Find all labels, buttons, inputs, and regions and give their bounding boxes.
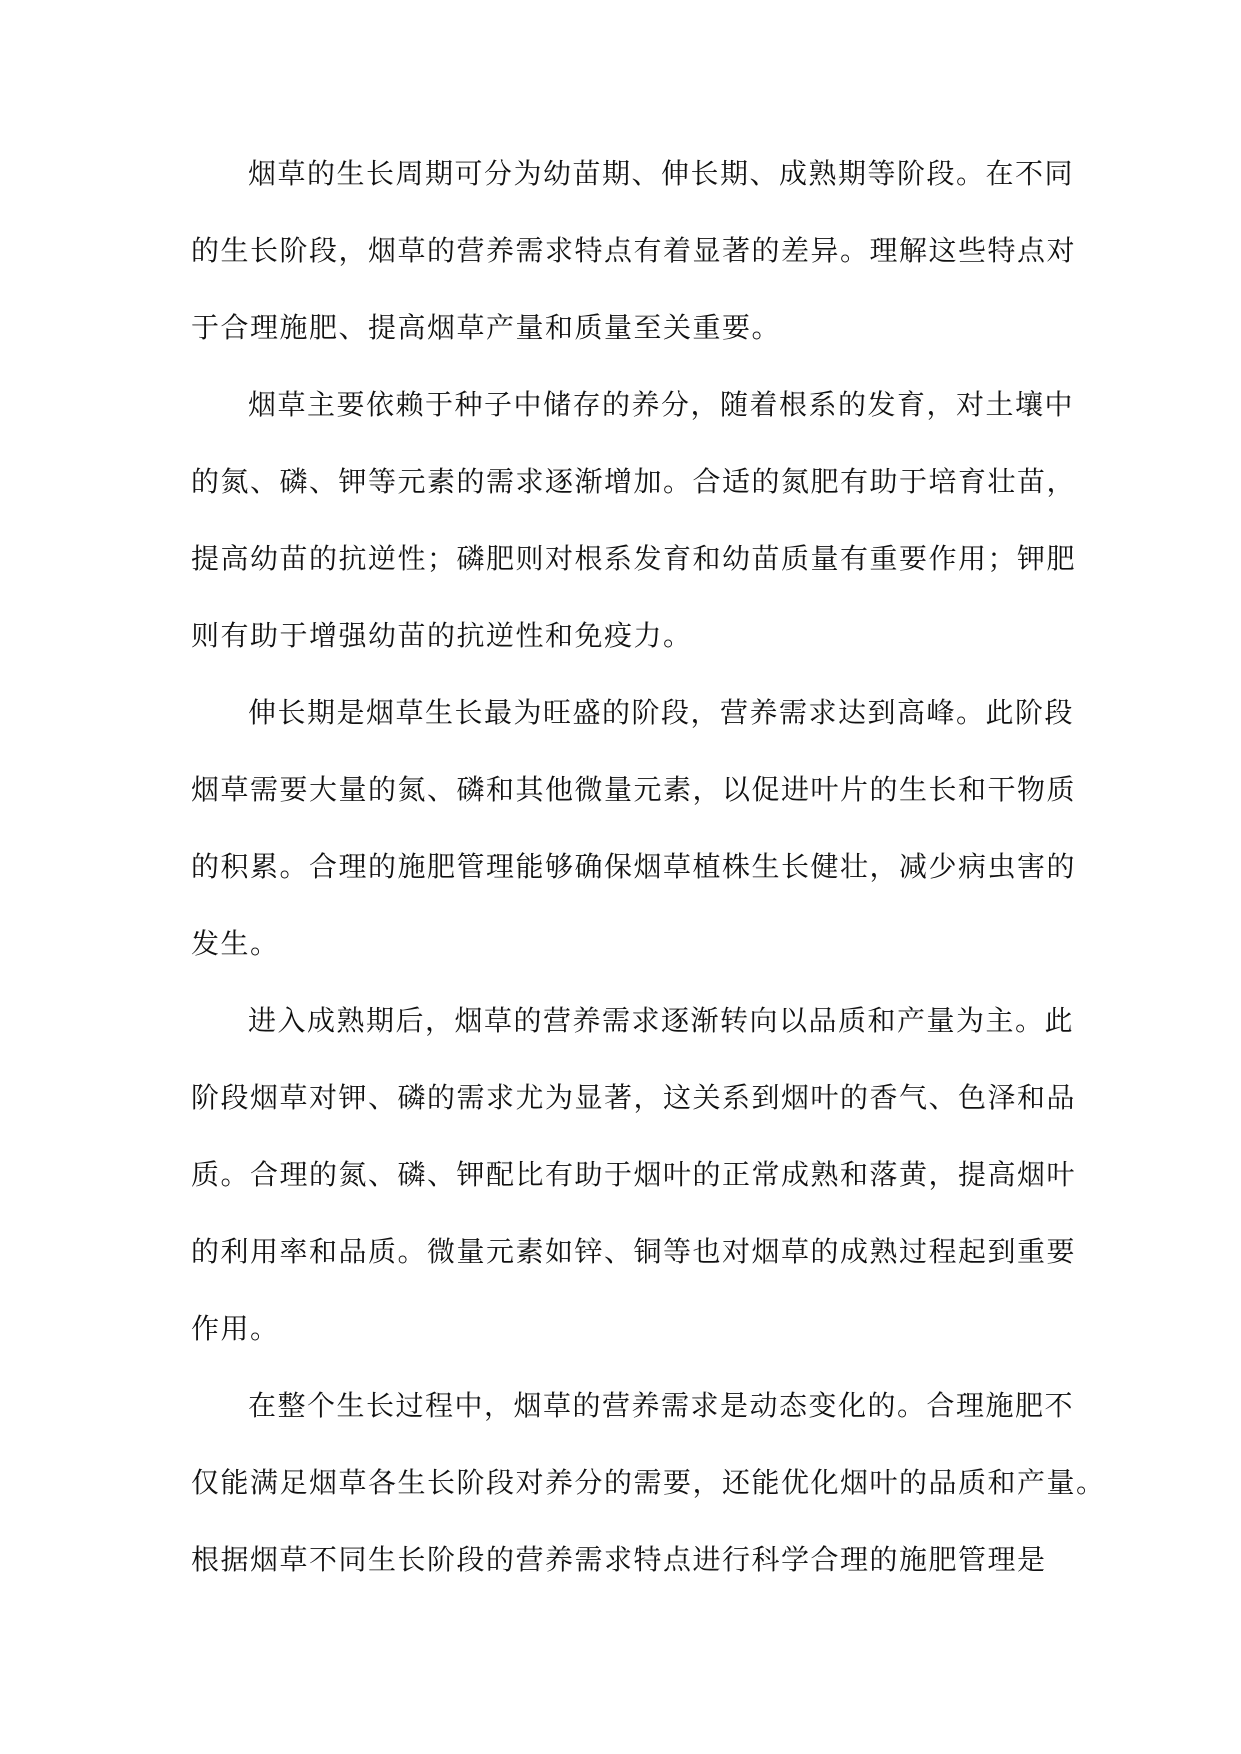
text-line: 进入成熟期后，烟草的营养需求逐渐转向以品质和产量为主。此 bbox=[248, 1004, 1075, 1037]
text-line: 烟草的生长周期可分为幼苗期、伸长期、成熟期等阶段。在不同 bbox=[248, 157, 1075, 190]
text-line: 作用。 bbox=[191, 1312, 280, 1345]
text-line: 发生。 bbox=[191, 927, 280, 960]
text-line: 的利用率和品质。微量元素如锌、铜等也对烟草的成熟过程起到重要 bbox=[191, 1235, 1077, 1268]
text-line: 的生长阶段，烟草的营养需求特点有着显著的差异。理解这些特点对 bbox=[191, 234, 1077, 267]
text-line: 仅能满足烟草各生长阶段对养分的需要，还能优化烟叶的品质和产量。 bbox=[191, 1466, 1106, 1499]
text-line: 于合理施肥、提高烟草产量和质量至关重要。 bbox=[191, 311, 782, 344]
text-line: 质。合理的氮、磷、钾配比有助于烟叶的正常成熟和落黄，提高烟叶 bbox=[191, 1158, 1077, 1191]
text-line: 烟草主要依赖于种子中储存的养分，随着根系的发育，对土壤中 bbox=[248, 388, 1075, 421]
paragraph-elongation-stage bbox=[191, 674, 1077, 982]
paragraph-seedling-stage bbox=[191, 366, 1077, 674]
text-line: 的氮、磷、钾等元素的需求逐渐增加。合适的氮肥有助于培育壮苗， bbox=[191, 465, 1077, 498]
paragraph-growth-stages bbox=[191, 135, 1077, 366]
text-line: 伸长期是烟草生长最为旺盛的阶段，营养需求达到高峰。此阶段 bbox=[248, 696, 1075, 729]
text-line: 根据烟草不同生长阶段的营养需求特点进行科学合理的施肥管理是 bbox=[191, 1543, 1047, 1576]
text-line: 的积累。合理的施肥管理能够确保烟草植株生长健壮，减少病虫害的 bbox=[191, 850, 1077, 883]
text-line: 在整个生长过程中，烟草的营养需求是动态变化的。合理施肥不 bbox=[248, 1389, 1075, 1422]
document-page bbox=[191, 135, 1106, 1598]
paragraph-maturity-stage bbox=[191, 982, 1077, 1367]
text-line: 提高幼苗的抗逆性；磷肥则对根系发育和幼苗质量有重要作用；钾肥 bbox=[191, 542, 1077, 575]
text-line: 阶段烟草对钾、磷的需求尤为显著，这关系到烟叶的香气、色泽和品 bbox=[191, 1081, 1077, 1114]
text-line: 烟草需要大量的氮、磷和其他微量元素，以促进叶片的生长和干物质 bbox=[191, 773, 1077, 806]
text-line: 则有助于增强幼苗的抗逆性和免疫力。 bbox=[191, 619, 693, 652]
paragraph-whole-process bbox=[191, 1367, 1106, 1598]
